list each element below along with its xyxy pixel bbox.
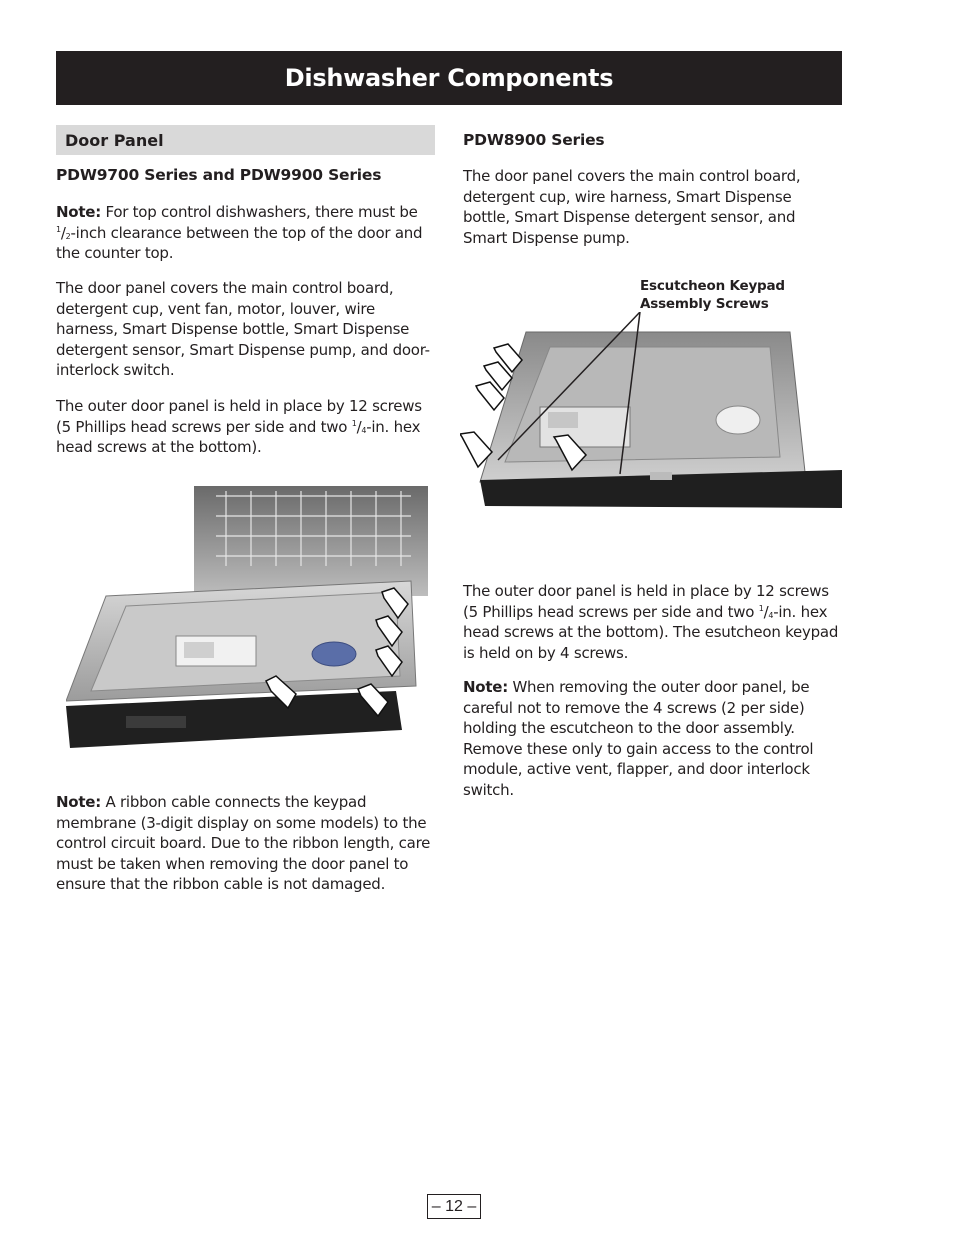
left-note-ribbon-cable: Note: A ribbon cable connects the keypad membrane (3-digit display on some models) to the control circuit board. Due to the ribbon length, care must be taken when removing the door panel to ensure that the ribbon cable is not damaged. bbox=[56, 793, 431, 894]
right-paragraph-screws: The outer door panel is held in place by 12 screws (5 Phillips head screws per side and two $^1/_4-in$. hex head screws at the bottom). The esutcheon keypad is held on by 4 screws. bbox=[463, 582, 839, 662]
note-label: Note: bbox=[56, 203, 101, 221]
left-series-heading: PDW9700 Series and PDW9900 Series bbox=[56, 166, 382, 184]
right-series-heading: PDW8900 Series bbox=[463, 131, 605, 149]
dishwasher-door-illustration bbox=[460, 312, 845, 512]
dishwasher-photo-pdw8900 bbox=[460, 312, 845, 512]
note-label: Note: bbox=[56, 793, 101, 811]
dishwasher-photo-pdw9700 bbox=[66, 486, 428, 762]
right-paragraph-components: The door panel covers the main control board, detergent cup, wire harness, Smart Dispense bottle, Smart Dispense detergent sensor, and Smart Dispense pump. bbox=[463, 167, 801, 247]
right-note-escutcheon: Note: When removing the outer door panel, be careful not to remove the 4 screws (2 per side) holding the escutcheon to the door assembly. Remove these only to gain access to the control module, active vent, flapper, and door interlock switch. bbox=[463, 678, 814, 799]
escutcheon-screws-callout: Escutcheon Keypad Assembly Screws bbox=[640, 278, 785, 312]
page-title: Dishwasher Components bbox=[56, 51, 842, 105]
section-heading: Door Panel bbox=[56, 125, 435, 155]
note-label: Note: bbox=[463, 678, 508, 696]
left-paragraph-screws: The outer door panel is held in place by 12 screws (5 Phillips head screws per side and two $^1/_4-in$. hex head screws at the bottom). bbox=[56, 397, 422, 457]
page-number: – 12 – bbox=[427, 1194, 481, 1219]
left-note-clearance: Note: For top control dishwashers, there must be $^1/_2$-inch clearance between the top of the door and the counter top. bbox=[56, 203, 423, 263]
dishwasher-illustration bbox=[66, 486, 428, 762]
left-paragraph-components: The door panel covers the main control board, detergent cup, vent fan, motor, louver, wire harness, Smart Dispense bottle, Smart Dispense detergent sensor, Smart Dispense pump, and door-interlock switch. bbox=[56, 279, 430, 380]
